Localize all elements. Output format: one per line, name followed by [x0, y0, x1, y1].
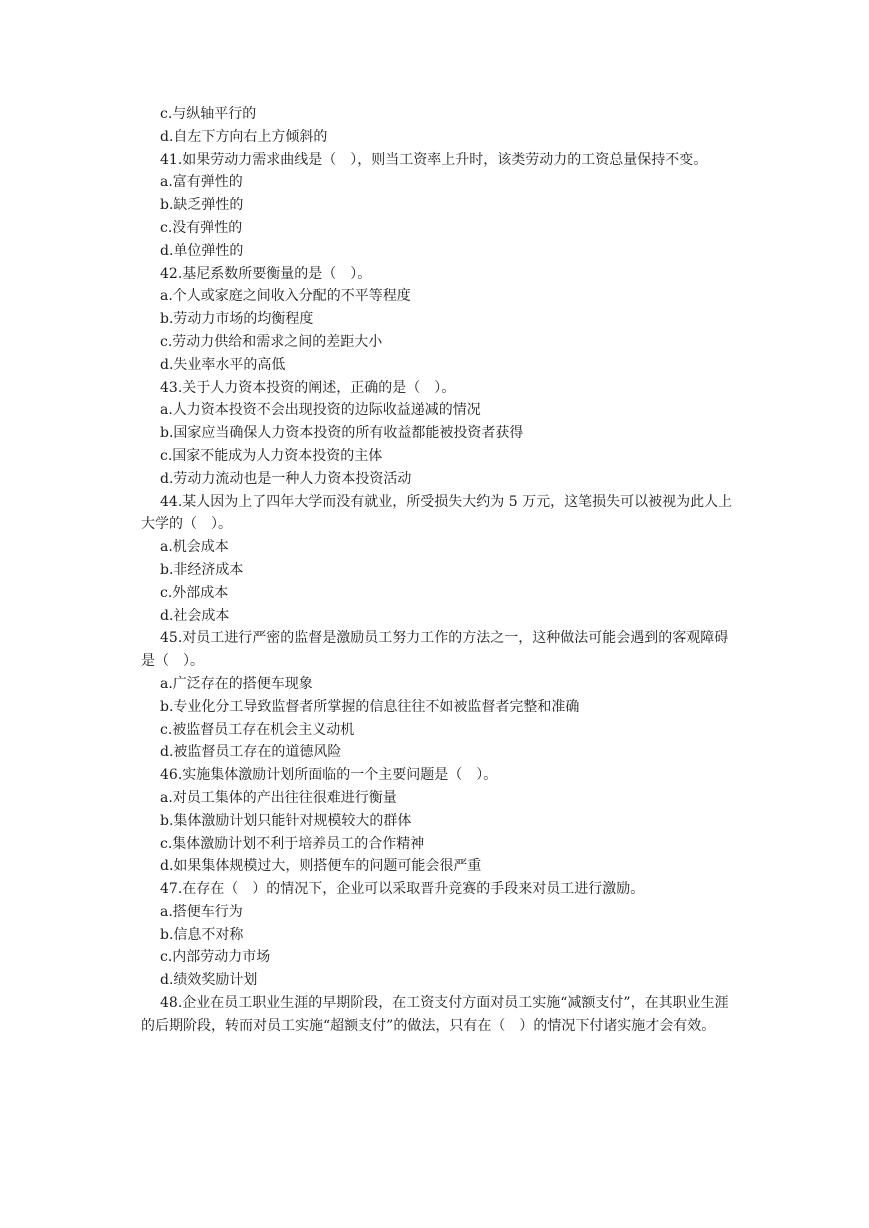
option-d-q43: d.劳动力流动也是一种人力资本投资活动: [160, 470, 412, 487]
option-c-q45: c.被监督员工存在机会主义动机: [160, 721, 355, 738]
option-a-q42: a.个人或家庭之间收入分配的不平等程度: [160, 288, 411, 305]
option-c-q44: c.外部成本: [160, 584, 229, 601]
option-d-q42: d.失业率水平的高低: [160, 356, 286, 373]
option-c-q43: c.国家不能成为人力资本投资的主体: [160, 447, 383, 464]
question-41: 41.如果劳动力需求曲线是（ ），则当工资率上升时，该类劳动力的工资总量保持不变。: [160, 151, 708, 168]
option-d-q45: d.被监督员工存在的道德风险: [160, 744, 342, 761]
option-b-q41: b.缺乏弹性的: [160, 197, 244, 214]
option-a-q46: a.对员工集体的产出往往很难进行衡量: [160, 789, 397, 806]
option-a-q47: a.搭便车行为: [160, 903, 243, 920]
option-d-q44: d.社会成本: [160, 607, 230, 624]
option-a-q45: a.广泛存在的搭便车现象: [160, 675, 313, 692]
option-b-q43: b.国家应当确保人力资本投资的所有收益都能被投资者获得: [160, 425, 524, 442]
option-d-q41: d.单位弹性的: [160, 242, 244, 259]
option-c-q46: c.集体激励计划不利于培养员工的合作精神: [160, 835, 425, 852]
option-b-q47: b.信息不对称: [160, 926, 244, 943]
option-d-q40: d.自左下方向右上方倾斜的: [160, 128, 328, 145]
option-a-q43: a.人力资本投资不会出现投资的边际收益递减的情况: [160, 402, 481, 419]
option-d-q47: d.绩效奖励计划: [160, 972, 258, 989]
question-44: 44.某人因为上了四年大学而没有就业，所受损失大约为 5 万元，这笔损失可以被视为此人上大学的（ ）。: [141, 493, 733, 533]
option-c-q41: c.没有弹性的: [160, 219, 243, 236]
option-c-q47: c.内部劳动力市场: [160, 949, 271, 966]
question-list: [141, 103, 741, 1038]
option-d-q46: d.如果集体规模过大，则搭便车的问题可能会很严重: [160, 858, 482, 875]
option-c-q40: c.与纵轴平行的: [160, 106, 257, 122]
option-b-q46: b.集体激励计划只能针对规模较大的群体: [160, 812, 412, 829]
option-b-q45: b.专业化分工导致监督者所掌握的信息往往不如被监督者完整和准确: [160, 698, 580, 715]
option-b-q42: b.劳动力市场的均衡程度: [160, 311, 314, 328]
option-a-q41: a.富有弹性的: [160, 174, 243, 191]
option-b-q44: b.非经济成本: [160, 561, 244, 578]
option-c-q42: c.劳动力供给和需求之间的差距大小: [160, 333, 383, 350]
question-48: 48.企业在员工职业生涯的早期阶段，在工资支付方面对员工实施“减额支付”，在其职业生涯的后期阶段，转而对员工实施“超额支付”的做法，只有在（ ）的情况下付诸实施才会有效。: [141, 995, 729, 1034]
question-45: 45.对员工进行严密的监督是激励员工努力工作的方法之一，这种做法可能会遇到的客观障碍是（ ）。: [141, 630, 729, 670]
question-42: 42.基尼系数所要衡量的是（ ）。: [160, 265, 372, 282]
question-43: 43.关于人力资本投资的阐述，正确的是（ ）。: [160, 379, 456, 396]
option-a-q44: a.机会成本: [160, 539, 229, 556]
question-46: 46.实施集体激励计划所面临的一个主要问题是（ ）。: [160, 767, 498, 784]
question-47: 47.在存在（ ）的情况下，企业可以采取晋升竞赛的手段来对员工进行激励。: [160, 881, 645, 898]
